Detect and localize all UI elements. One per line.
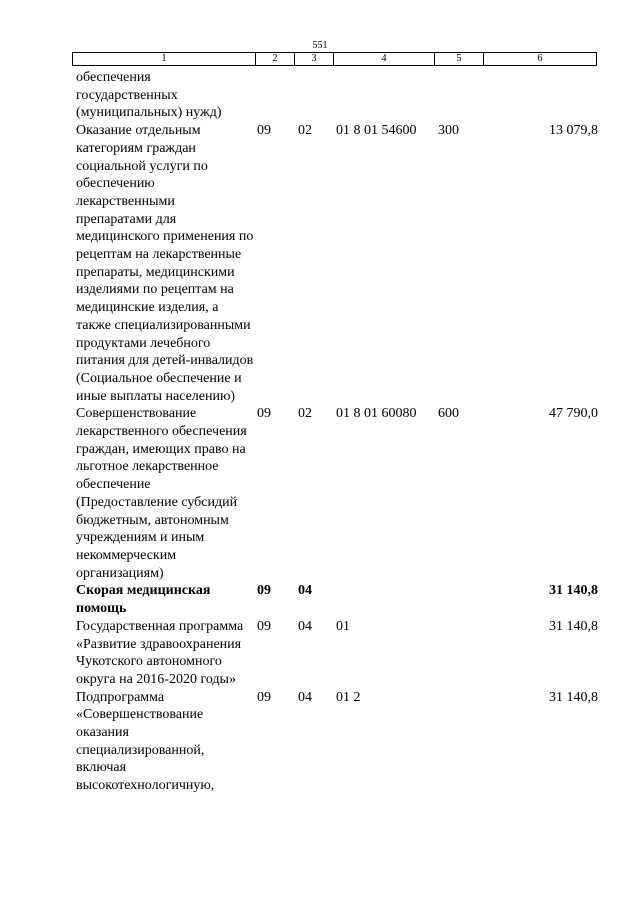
row-amount: 13 079,8 (549, 123, 598, 139)
row-target-article: 01 8 01 60080 (336, 406, 417, 422)
row-section: 09 (257, 618, 271, 634)
header-col-1: 1 (73, 53, 256, 66)
table-row (76, 618, 606, 689)
row-subsection: 04 (298, 618, 312, 634)
row-amount: 31 140,8 (549, 618, 598, 634)
row-name: Скорая медицинская помощь (76, 583, 211, 617)
row-name: обеспечения государственных (муниципальных) нужд) (76, 70, 222, 121)
row-subsection: 04 (298, 689, 312, 705)
row-target-article: 01 8 01 54600 (336, 123, 417, 139)
budget-table-body (76, 69, 606, 795)
row-section: 09 (257, 123, 271, 139)
header-col-4: 4 (334, 53, 435, 66)
row-name: Государственная программа «Развитие здравоохранения Чукотского автономного округа на 2016-2020 годы» (76, 618, 244, 687)
row-subsection: 02 (298, 406, 312, 422)
row-amount: 31 140,8 (549, 583, 598, 599)
row-target-article: 01 2 (336, 689, 361, 705)
row-name: Подпрограмма «Совершенствование оказания специализированной, включая высокотехнологичную, (76, 689, 215, 794)
row-expense-type: 300 (438, 123, 459, 139)
row-section: 09 (257, 406, 271, 422)
column-header-table (72, 52, 597, 66)
table-row (76, 122, 606, 405)
page-number: 551 (312, 40, 328, 51)
row-section: 09 (257, 689, 271, 705)
row-amount: 47 790,0 (549, 406, 598, 422)
row-subsection: 04 (298, 583, 312, 599)
table-row (76, 405, 606, 582)
row-expense-type: 600 (438, 406, 459, 422)
table-row (76, 689, 606, 795)
row-name: Совершенствование лекарственного обеспечения граждан, имеющих право на льготное лекарственное обеспечение (Предоставление субсидий бюджетным, автономным учреждениям и иным некоммерческим организациям) (76, 406, 247, 581)
header-col-3: 3 (295, 53, 334, 66)
table-row (76, 69, 606, 122)
row-target-article: 01 (336, 618, 350, 634)
header-col-5: 5 (435, 53, 484, 66)
row-subsection: 02 (298, 123, 312, 139)
table-row-section-heading (76, 582, 606, 617)
row-amount: 31 140,8 (549, 689, 598, 705)
row-name: Оказание отдельным категориям граждан социальной услуги по обеспечению лекарственными препаратами для медицинского применения по рецептам на лекарственные препараты, медицинскими изделиями по рецептам на медицинские изделия, а также специализированными продуктами лечебного питания для детей-инвалидов (Социальное обеспечение и иные выплаты населению) (76, 123, 254, 404)
row-section: 09 (257, 583, 271, 599)
header-col-2: 2 (256, 53, 295, 66)
header-col-6: 6 (484, 53, 597, 66)
